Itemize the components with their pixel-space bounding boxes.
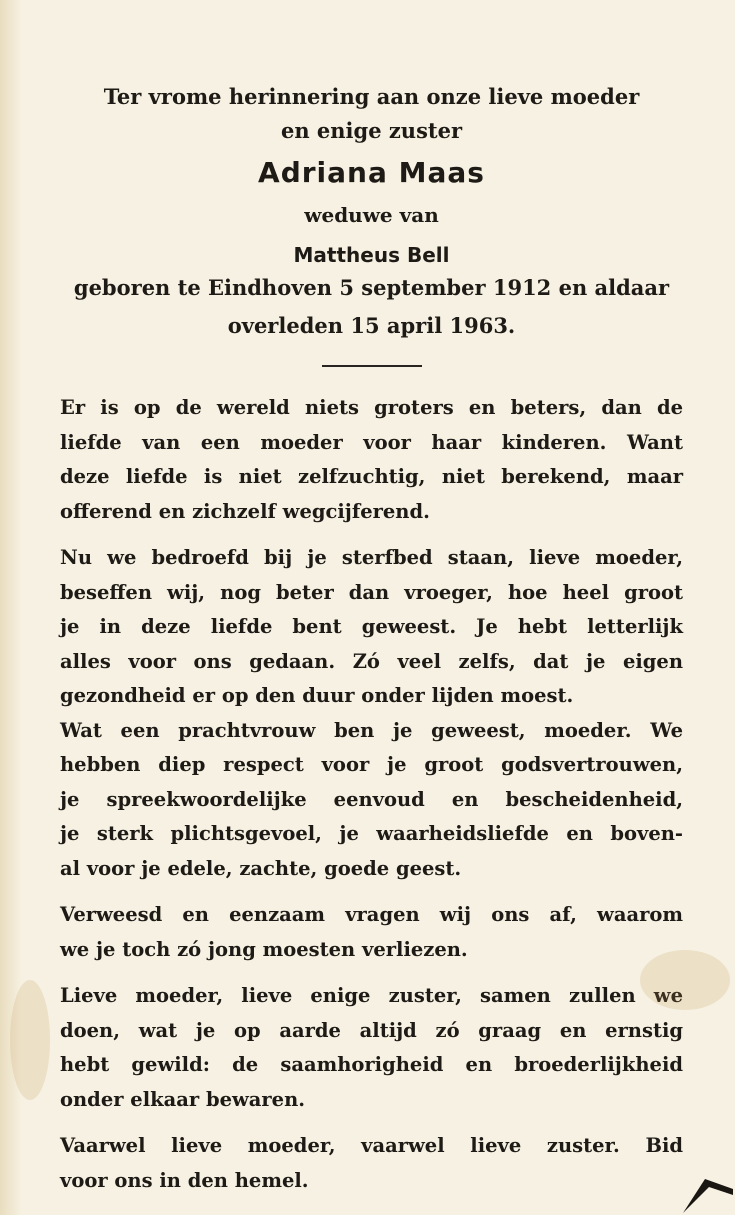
text-line: doen, wat je op aarde altijd zó graag en ernstig xyxy=(60,1018,683,1042)
death-line: overleden 15 april 1963. xyxy=(227,313,516,338)
text-line: hebben diep respect voor je groot godsvertrouwen, xyxy=(60,753,683,776)
text-line: liefde van een moeder voor haar kinderen. Want xyxy=(60,430,683,454)
paragraph xyxy=(60,1129,683,1198)
paper-stain xyxy=(640,950,730,1010)
text-line: onder elkaar bewaren. xyxy=(60,1087,306,1111)
widow-of-label: weduwe van xyxy=(304,203,439,227)
divider xyxy=(322,365,422,367)
text-line: hebt gewild: de saamhorigheid en broederlijkheid xyxy=(60,1053,683,1076)
text-line: Lieve moeder, lieve enige zuster, samen zullen we xyxy=(60,984,683,1007)
text-line: offerend en zichzelf wegcijferend. xyxy=(60,499,430,523)
text-line: Nu we bedroefd bij je sterfbed staan, lieve moeder, xyxy=(60,546,683,569)
intro-line: Ter vrome herinnering aan onze lieve moeder xyxy=(103,84,640,109)
corner-tear-mark xyxy=(675,1155,735,1215)
text-line: beseffen wij, nog beter dan vroeger, hoe heel groot xyxy=(60,580,683,604)
paragraph xyxy=(60,979,683,1117)
text-line: gezondheid er op den duur onder lijden moest. xyxy=(60,684,574,707)
text-line: we je toch zó jong moesten verliezen. xyxy=(60,937,468,961)
intro-line: en enige zuster xyxy=(280,118,463,143)
paragraph xyxy=(60,391,683,529)
husband-name: Mattheus Bell xyxy=(293,243,450,267)
paragraph xyxy=(60,541,683,886)
paragraph xyxy=(60,898,683,967)
body-text xyxy=(60,391,683,1198)
text-line: Wat een prachtvrouw ben je geweest, moeder. We xyxy=(60,718,683,742)
card-header xyxy=(60,80,683,343)
text-line: Vaarwel lieve moeder, vaarwel lieve zuster. Bid xyxy=(60,1134,683,1157)
text-line: je sterk plichtsgevoel, je waarheidsliefde en boven- xyxy=(60,822,683,845)
text-line: deze liefde is niet zelfzuchtig, niet berekend, maar xyxy=(60,465,683,488)
text-line: al voor je edele, zachte, goede geest. xyxy=(60,856,462,880)
deceased-name: Adriana Maas xyxy=(258,156,485,189)
text-line: alles voor ons gedaan. Zó veel zelfs, dat je eigen xyxy=(60,649,683,673)
text-line: je in deze liefde bent geweest. Je hebt letterlijk xyxy=(60,615,683,638)
text-line: Verweesd en eenzaam vragen wij ons af, waarom xyxy=(60,903,683,926)
text-line: je spreekwoordelijke eenvoud en bescheidenheid, xyxy=(60,787,683,811)
birth-line: geboren te Eindhoven 5 september 1912 en aldaar xyxy=(73,275,670,300)
text-line: Er is op de wereld niets groters en beters, dan de xyxy=(60,396,683,419)
paper-stain xyxy=(10,980,50,1100)
text-line: voor ons in den hemel. xyxy=(60,1168,309,1192)
